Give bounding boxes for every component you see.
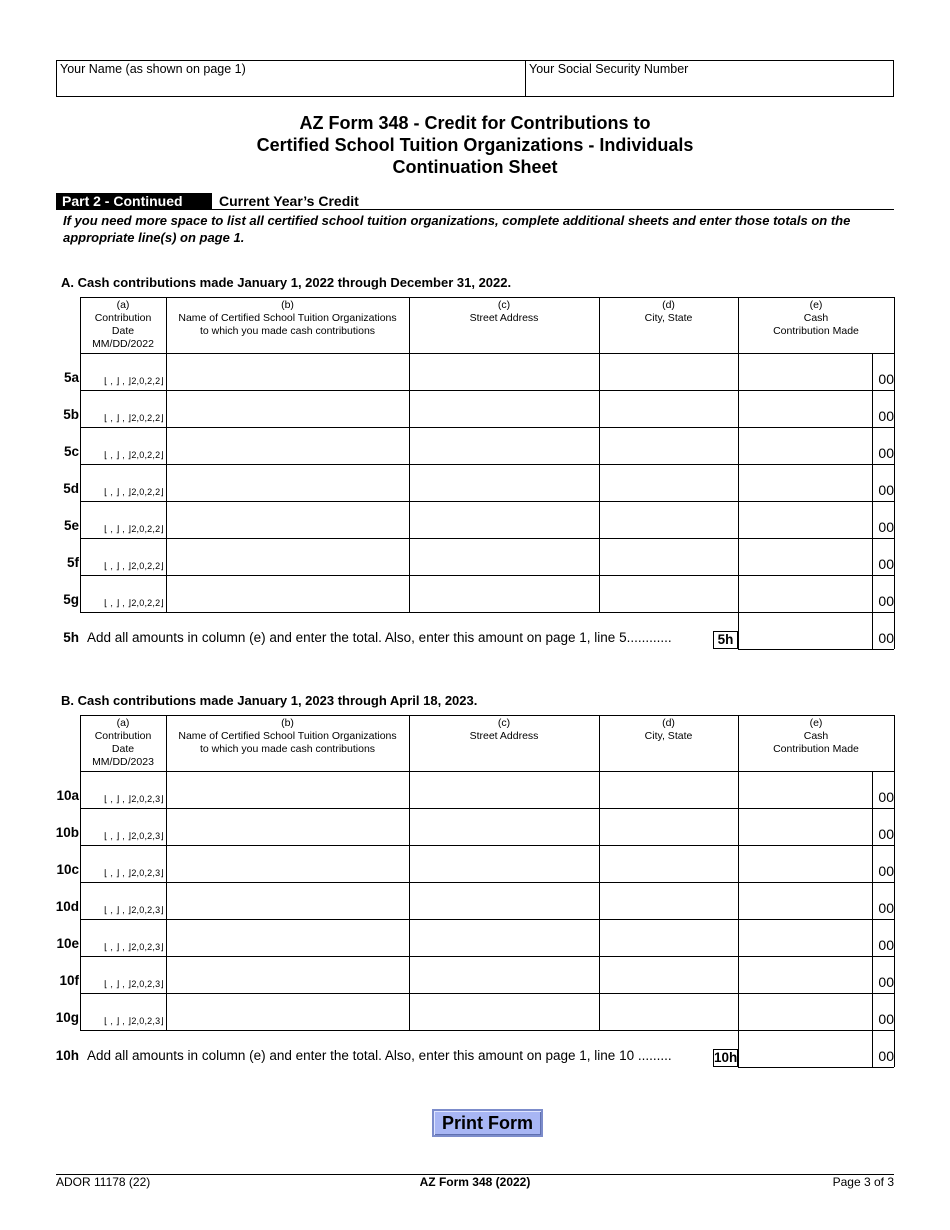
sectionB-col_a-line: Date — [111, 743, 135, 755]
amount-input[interactable] — [739, 883, 872, 918]
total-cents-value: 00 — [878, 630, 894, 646]
org-name-input[interactable] — [167, 465, 408, 500]
street-address-input[interactable] — [410, 354, 598, 389]
date-input[interactable]: ⌊ , ⌋ , ⌋2,0,2,2⌋ — [104, 524, 164, 534]
org-name-input[interactable] — [167, 957, 408, 992]
amount-input[interactable] — [739, 428, 872, 463]
footer-form-number: ADOR 11178 (22) — [56, 1175, 151, 1189]
cents-value: 00 — [878, 900, 894, 916]
org-name-input[interactable] — [167, 539, 408, 574]
sectionA-col-divider — [894, 297, 895, 612]
sectionB-col_d-header — [599, 717, 738, 743]
org-name-input[interactable] — [167, 391, 408, 426]
sectionB-col_e-line: Cash — [803, 730, 829, 742]
name-field[interactable] — [56, 60, 526, 97]
sectionA-row-label: 5a — [63, 370, 79, 385]
city-state-input[interactable] — [600, 883, 737, 918]
city-state-input[interactable] — [600, 428, 737, 463]
street-address-input[interactable] — [410, 772, 598, 807]
org-name-input[interactable] — [167, 883, 408, 918]
amount-input[interactable] — [739, 465, 872, 500]
cents-value: 00 — [878, 556, 894, 572]
amount-input[interactable] — [739, 539, 872, 574]
street-address-input[interactable] — [410, 920, 598, 955]
amount-input[interactable] — [739, 391, 872, 426]
org-name-input[interactable] — [167, 809, 408, 844]
date-input[interactable]: ⌊ , ⌋ , ⌋2,0,2,2⌋ — [104, 450, 164, 460]
city-state-input[interactable] — [600, 772, 737, 807]
part-intro: If you need more space to list all certified school tuition organizations, complete additional sheets and enter those totals on the appropriate line(s) on page 1. — [63, 213, 851, 245]
date-input[interactable]: ⌊ , ⌋ , ⌋2,0,2,2⌋ — [104, 413, 164, 423]
sectionB-row-label: 10b — [55, 825, 79, 840]
sectionA-col_e-line: Contribution Made — [773, 325, 859, 337]
total-divider — [894, 612, 895, 649]
sectionA-col_c-line: Street Address — [469, 312, 539, 324]
sectionB-col_c-line: (c) — [497, 717, 511, 729]
sectionA-row-label: 5c — [63, 444, 79, 459]
cents-value: 00 — [878, 371, 894, 387]
sectionB-total-box-label: 10h — [714, 1050, 738, 1065]
sectionB-row-label: 10e — [56, 936, 79, 951]
amount-input[interactable] — [739, 354, 872, 389]
city-state-input[interactable] — [600, 539, 737, 574]
amount-input[interactable] — [739, 809, 872, 844]
amount-input[interactable] — [739, 920, 872, 955]
total-amount-input[interactable] — [739, 1031, 872, 1066]
sectionA-col_c-line: (c) — [497, 299, 511, 311]
sectionA-col_c-header — [409, 299, 599, 325]
part-divider — [56, 209, 894, 210]
footer-form-name: AZ Form 348 (2022) — [419, 1175, 531, 1189]
sectionB-col_a-line: (a) — [116, 717, 130, 729]
sectionA-row-label: 5f — [66, 555, 79, 570]
cents-value: 00 — [878, 445, 894, 461]
part-label: Part 2 - Continued — [56, 193, 212, 210]
sectionB-col_a-line: MM/DD/2023 — [92, 756, 154, 768]
city-state-input[interactable] — [600, 465, 737, 500]
city-state-input[interactable] — [600, 576, 737, 611]
print-form-button[interactable]: Print Form — [432, 1109, 543, 1137]
cents-value: 00 — [878, 974, 894, 990]
org-name-input[interactable] — [167, 846, 408, 881]
sectionA-col_e-line: (e) — [809, 299, 823, 311]
sectionB-col_b-line: Name of Certified School Tuition Organizations — [178, 730, 397, 742]
amount-input[interactable] — [739, 957, 872, 992]
date-input[interactable]: ⌊ , ⌋ , ⌋2,0,2,3⌋ — [104, 831, 164, 841]
total-amount-input[interactable] — [739, 613, 872, 648]
cents-value: 00 — [878, 826, 894, 842]
date-input[interactable]: ⌊ , ⌋ , ⌋2,0,2,2⌋ — [104, 487, 164, 497]
sectionA-row-label: 5e — [63, 518, 79, 533]
street-address-input[interactable] — [410, 576, 598, 611]
total-divider — [894, 1030, 895, 1067]
cents-value: 00 — [878, 593, 894, 609]
sectionA-title: A. Cash contributions made January 1, 2022 through December 31, 2022. — [61, 275, 512, 290]
total-cents-value: 00 — [878, 1048, 894, 1064]
street-address-input[interactable] — [410, 428, 598, 463]
street-address-input[interactable] — [410, 391, 598, 426]
city-state-input[interactable] — [600, 354, 737, 389]
sectionB-col_c-line: Street Address — [469, 730, 539, 742]
sectionB-col_a-header — [80, 717, 166, 769]
date-input[interactable]: ⌊ , ⌋ , ⌋2,0,2,3⌋ — [104, 1016, 164, 1026]
sectionA-total-instructions: Add all amounts in column (e) and enter the total. Also, enter this amount on page 1, line 5............ — [87, 630, 672, 645]
sectionB-row-label: 10c — [56, 862, 79, 877]
sectionA-row-label: 5d — [63, 481, 79, 496]
sectionA-col_d-header — [599, 299, 738, 325]
total-rule — [738, 1067, 894, 1068]
ssn-label: Your Social Security Number — [529, 62, 689, 76]
sectionA-row-label: 5b — [63, 407, 79, 422]
amount-input[interactable] — [739, 576, 872, 611]
sectionA-col_b-header — [166, 299, 409, 338]
sectionB-col_e-line: Contribution Made — [773, 743, 859, 755]
org-name-input[interactable] — [167, 772, 408, 807]
city-state-input[interactable] — [600, 809, 737, 844]
street-address-input[interactable] — [410, 539, 598, 574]
sectionA-total-box-label: 5h — [713, 631, 738, 649]
sectionB-col_b-line: (b) — [281, 717, 294, 729]
sectionA-col_a-line: MM/DD/2022 — [92, 338, 154, 350]
date-input[interactable]: ⌊ , ⌋ , ⌋2,0,2,2⌋ — [104, 598, 164, 608]
amount-input[interactable] — [739, 772, 872, 807]
sectionB-row-label: 10f — [59, 973, 79, 988]
amount-input[interactable] — [739, 502, 872, 537]
date-input[interactable]: ⌊ , ⌋ , ⌋2,0,2,3⌋ — [104, 905, 164, 915]
city-state-input[interactable] — [600, 391, 737, 426]
sectionA-row-label: 5g — [63, 592, 79, 607]
street-address-input[interactable] — [410, 502, 598, 537]
cents-value: 00 — [878, 519, 894, 535]
sectionA-col_e-line: Cash — [803, 312, 829, 324]
org-name-input[interactable] — [167, 920, 408, 955]
cents-value: 00 — [878, 789, 894, 805]
name-label: Your Name (as shown on page 1) — [60, 62, 246, 76]
sectionB-col_b-header — [166, 717, 409, 756]
date-input[interactable]: ⌊ , ⌋ , ⌋2,0,2,3⌋ — [104, 868, 164, 878]
sectionB-total-label: 10h — [55, 1048, 79, 1063]
footer-page-number: Page 3 of 3 — [832, 1175, 894, 1189]
street-address-input[interactable] — [410, 957, 598, 992]
sectionB-col_c-header — [409, 717, 599, 743]
city-state-input[interactable] — [600, 920, 737, 955]
city-state-input[interactable] — [600, 502, 737, 537]
date-input[interactable]: ⌊ , ⌋ , ⌋2,0,2,3⌋ — [104, 942, 164, 952]
sectionA-total-label: 5h — [63, 630, 79, 645]
sectionB-col_b-line: to which you made cash contributions — [199, 743, 376, 755]
form-title-line3: Continuation Sheet — [392, 157, 558, 177]
sectionB-row-label: 10d — [55, 899, 79, 914]
sectionA-col_d-line: City, State — [644, 312, 693, 324]
street-address-input[interactable] — [410, 846, 598, 881]
sectionB-col-divider — [894, 715, 895, 1030]
street-address-input[interactable] — [410, 883, 598, 918]
sectionB-col_d-line: City, State — [644, 730, 693, 742]
org-name-input[interactable] — [167, 576, 408, 611]
org-name-input[interactable] — [167, 428, 408, 463]
sectionB-title: B. Cash contributions made January 1, 2023 through April 18, 2023. — [61, 693, 478, 708]
amount-input[interactable] — [739, 994, 872, 1029]
org-name-input[interactable] — [167, 354, 408, 389]
date-input[interactable]: ⌊ , ⌋ , ⌋2,0,2,2⌋ — [104, 376, 164, 386]
form-title-line1: AZ Form 348 - Credit for Contributions to — [299, 113, 651, 133]
city-state-input[interactable] — [600, 846, 737, 881]
sectionB-total-instructions: Add all amounts in column (e) and enter the total. Also, enter this amount on page 1, line 10 ......... — [87, 1048, 672, 1063]
sectionA-col_d-line: (d) — [662, 299, 675, 311]
part-title: Current Year’s Credit — [219, 193, 359, 209]
sectionA-col_a-header — [80, 299, 166, 351]
sectionB-row-label: 10a — [56, 788, 79, 803]
amount-input[interactable] — [739, 846, 872, 881]
city-state-input[interactable] — [600, 957, 737, 992]
cents-value: 00 — [878, 863, 894, 879]
sectionB-col_a-line: Contribution — [94, 730, 152, 742]
street-address-input[interactable] — [410, 994, 598, 1029]
sectionB-row-label: 10g — [55, 1010, 79, 1025]
ssn-field[interactable] — [525, 60, 894, 97]
street-address-input[interactable] — [410, 465, 598, 500]
sectionA-col_b-line: to which you made cash contributions — [199, 325, 376, 337]
date-input[interactable]: ⌊ , ⌋ , ⌋2,0,2,2⌋ — [104, 561, 164, 571]
sectionA-table-top — [80, 297, 894, 298]
total-rule — [738, 649, 894, 650]
form-title-line2: Certified School Tuition Organizations - Individuals — [256, 135, 694, 155]
sectionA-col_e-header — [738, 299, 894, 338]
date-input[interactable]: ⌊ , ⌋ , ⌋2,0,2,3⌋ — [104, 979, 164, 989]
sectionB-col_e-line: (e) — [809, 717, 823, 729]
sectionA-col_b-line: Name of Certified School Tuition Organizations — [178, 312, 397, 324]
cents-value: 00 — [878, 1011, 894, 1027]
sectionA-col_a-line: Contribution — [94, 312, 152, 324]
cents-value: 00 — [878, 482, 894, 498]
sectionB-col_e-header — [738, 717, 894, 756]
org-name-input[interactable] — [167, 994, 408, 1029]
org-name-input[interactable] — [167, 502, 408, 537]
sectionA-col_b-line: (b) — [281, 299, 294, 311]
city-state-input[interactable] — [600, 994, 737, 1029]
date-input[interactable]: ⌊ , ⌋ , ⌋2,0,2,3⌋ — [104, 794, 164, 804]
street-address-input[interactable] — [410, 809, 598, 844]
cents-value: 00 — [878, 937, 894, 953]
cents-value: 00 — [878, 408, 894, 424]
sectionB-table-top — [80, 715, 894, 716]
sectionA-col_a-line: (a) — [116, 299, 130, 311]
sectionA-col_a-line: Date — [111, 325, 135, 337]
sectionB-col_d-line: (d) — [662, 717, 675, 729]
